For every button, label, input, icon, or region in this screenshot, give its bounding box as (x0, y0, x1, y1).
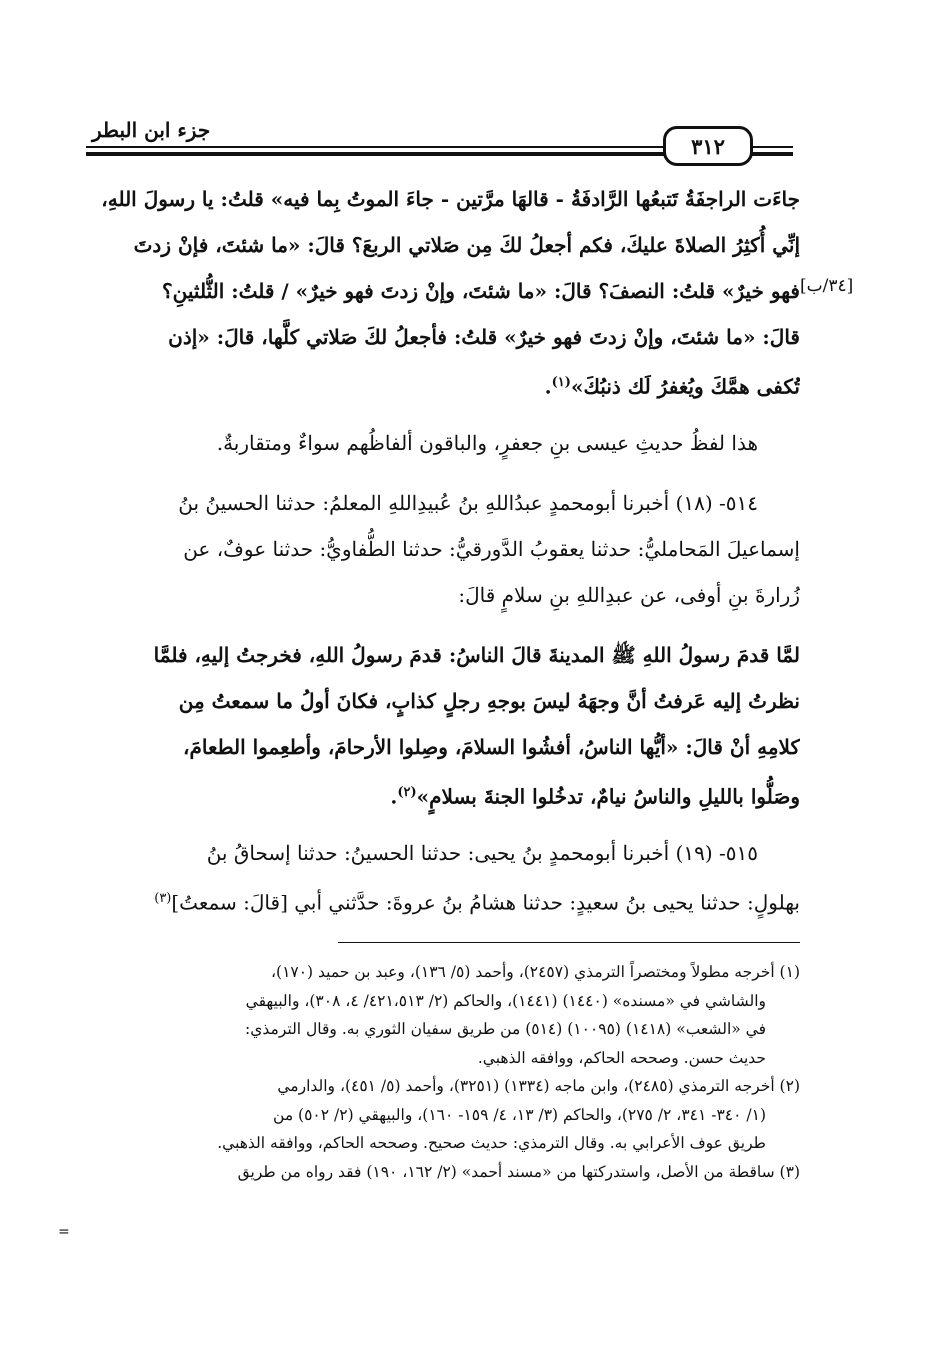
text-line: وصَلُّوا بالليلِ والناسُ نيامٌ، تدخُلوا الجنةَ بسلامٍ»$^{(٢)}$. (390, 784, 800, 809)
footnote-ref: (٢) (397, 785, 417, 800)
text-segment: تُكفى همَّكَ ويُغفرُ لَك ذنبُكَ» (570, 374, 800, 399)
footnote-line: (١/ ٣٤٠- ٣٤١، ٢/ ٢٧٥)، والحاكم (٣/ ١٣، ٤/ ١٥٩- ١٦٠)، والبيهقي (٢/ ٥٠٢) من (273, 1105, 766, 1124)
text-line: إسماعيلَ المَحامليُّ: حدثنا يعقوبُ الدَّورقيُّ: حدثنا الطُّفاويُّ: حدثنا عوفٌ، عن (183, 537, 800, 561)
text-segment: وصَلُّوا بالليلِ والناسُ نيامٌ، تدخُلوا الجنةَ بسلامٍ» (416, 784, 800, 809)
footnotes (84, 958, 800, 1186)
page-number: ٣١٢ (663, 126, 753, 166)
footnote-ref: (٣) (154, 891, 172, 906)
continuation-mark: = (58, 1224, 70, 1240)
text-line: نظرتُ إليه عَرفتُ أنَّ وجهَهُ ليسَ بوجهِ رجلٍ كذابٍ، فكانَ أولُ ما سمعتُ مِن (178, 689, 800, 713)
text-line: إنِّي أُكثِرُ الصلاةَ عليكَ، فكم أجعلُ لكَ مِن صَلاتي الربعَ؟ قالَ: «ما شئتَ، فإنْ زدتَ (133, 233, 800, 257)
running-title: جزء ابن البطر (86, 118, 216, 142)
text-line: فهو خيرٌ» قلتُ: النصفَ؟ قالَ: «ما شئتَ، وإنْ زدتَ فهو خيرٌ» / قلتُ: الثُّلثينِ؟ (162, 279, 800, 303)
footnote-line: (٢) أخرجه الترمذي (٢٤٨٥)، وابن ماجه (١٣٣٤) (٣٢٥١)، وأحمد (٥/ ٤٥١)، والدارمي (277, 1077, 800, 1095)
footnote-line: حديث حسن. وصححه الحاكم، ووافقه الذهبي. (477, 1048, 766, 1067)
text-line: لمَّا قدمَ رسولُ اللهِ ﷺ المدينةَ قالَ الناسُ: قدمَ رسولُ اللهِ، فخرجتُ إليهِ، فلمَّا (153, 643, 800, 667)
text-line: ٥١٤- (١٨) أخبرنا أبومحمدٍ عبدُاللهِ بنُ عُبيدِاللهِ المعلمُ: حدثنا الحسينُ بنُ (178, 491, 758, 515)
main-text (84, 176, 800, 922)
text-line (84, 876, 800, 922)
page-header (86, 118, 793, 160)
text-line: جاءَت الراجفَةُ تَتبعُها الرَّادفَةُ - قالهَا مرَّتين - جاءَ الموتُ بِما فيه» قلتُ: يا رسولَ اللهِ، (101, 187, 800, 211)
footnote-separator (338, 942, 800, 943)
text-line: قالَ: «ما شئتَ، وإنْ زدتَ فهو خيرٌ» قلتُ: فأجعلُ لكَ صَلاتي كلَّها، قالَ: «إذن (168, 325, 800, 349)
footnote-line: والشاشي في «مسنده» (١٤٤٠) (١٤٤١)، والحاكم (٢/ ٤٢١،٥١٣/ ٤، ٣٠٨)، والبيهقي (245, 991, 766, 1010)
text-line: ٥١٥- (١٩) أخبرنا أبومحمدٍ بنُ يحيى: حدثنا الحسينُ: حدثنا إسحاقُ بنُ (206, 841, 758, 865)
text-line: كلامِهِ أنْ قالَ: «أيُّها الناسُ، أفشُوا السلامَ، وصِلوا الأرحامَ، وأطعِموا الطعامَ، (183, 735, 800, 759)
footnote-line: طريق عوف الأعرابي به. وقال الترمذي: حديث صحيح. وصححه الحاكم، ووافقه الذهبي. (217, 1134, 766, 1152)
footnote-ref: (١) (551, 375, 571, 390)
footnote-line: في «الشعب» (١٤١٨) (١٠٠٩٥) (٥١٤) من طريق سفيان الثوري به. وقال الترمذي: (245, 1020, 766, 1038)
footnote-line: (٣) ساقطة من الأصل، واستدركتها من «مسند أحمد» (٢/ ١٦٢، ١٩٠) فقد رواه من طريق (237, 1162, 800, 1181)
footnote-line: (١) أخرجه مطولاً ومختصراً الترمذي (٢٤٥٧)، وأحمد (٥/ ١٣٦)، وعبد بن حميد (١٧٠)، (271, 963, 800, 981)
manuscript-folio-note: [٣٤/ب] (800, 276, 854, 296)
text-segment: بهلولٍ: حدثنا يحيى بنُ سعيدٍ: حدثنا هشامُ بنُ عروةَ: حدَّثني أبي [قالَ: سمعتُ] (171, 890, 800, 915)
text-line: تُكفى همَّكَ ويُغفرُ لَك ذنبُكَ»$^{(١)}$. (544, 374, 800, 399)
text-line: زُرارةَ بنِ أوفى، عن عبدِاللهِ بنِ سلامٍ قالَ: (458, 583, 800, 607)
text-line: هذا لفظُ حديثِ عيسى بنِ جعفرٍ، والباقون ألفاظُهم سواءٌ ومتقاربةٌ. (216, 431, 758, 455)
